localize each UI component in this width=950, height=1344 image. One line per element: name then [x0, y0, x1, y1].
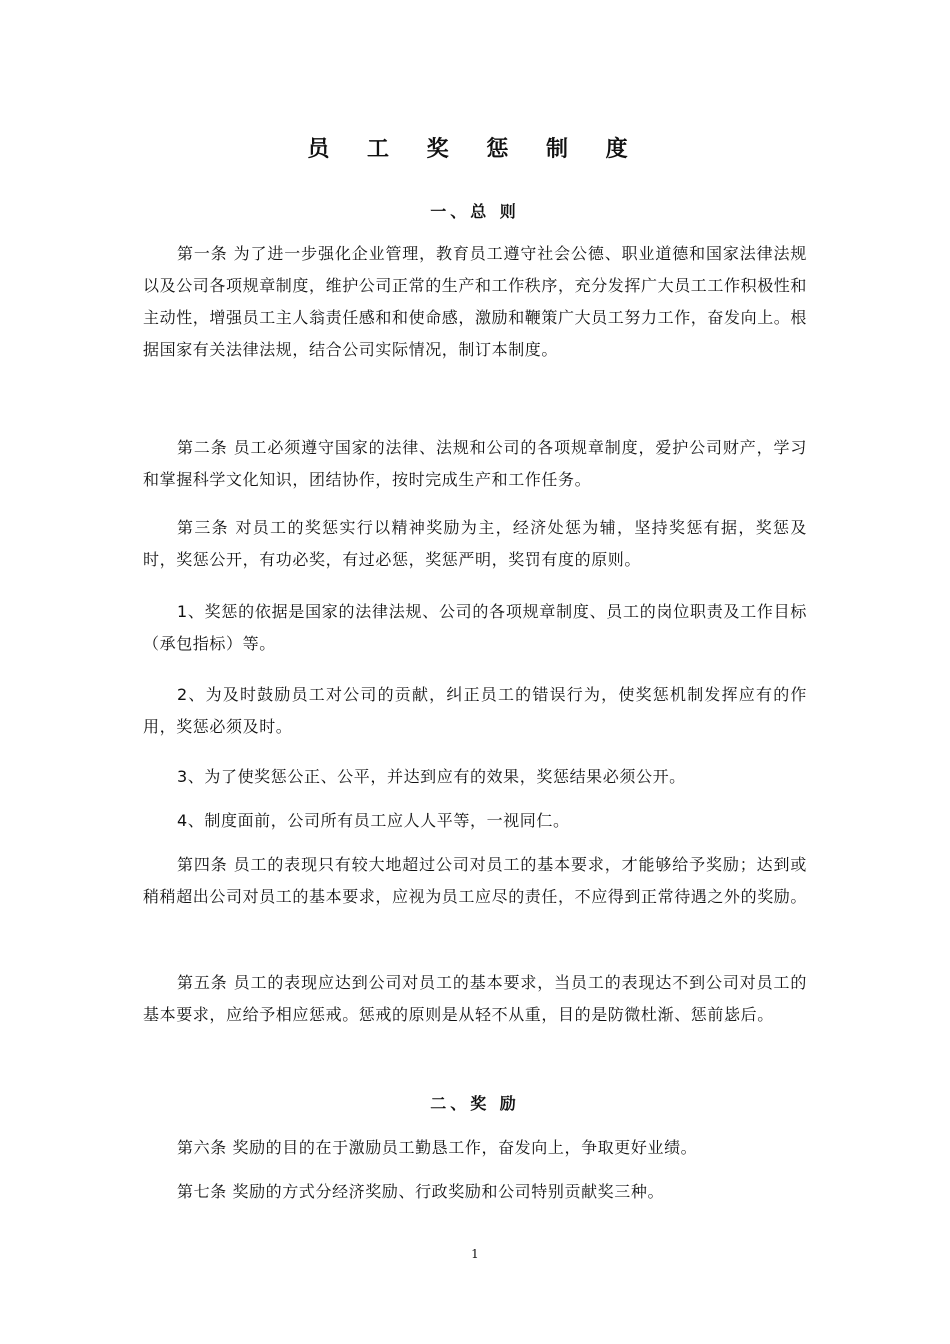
article-3-paragraph: 第三条 对员工的奖惩实行以精神奖励为主，经济处惩为辅，坚持奖惩有据，奖惩及时，奖惩公开，有功必奖，有过必惩，奖惩严明，奖罚有度的原则。 — [143, 518, 807, 569]
article-7-paragraph: 第七条 奖励的方式分经济奖励、行政奖励和公司特别贡献奖三种。 — [177, 1182, 665, 1201]
article-1-paragraph: 第一条 为了进一步强化企业管理，教育员工遵守社会公德、职业道德和国家法律法规以及公司各项规章制度，维护公司正常的生产和工作秩序，充分发挥广大员工工作积极性和主动性，增强员工主人翁责任感和和使命感，激励和鞭策广大员工努力工作，奋发向上。根据国家有关法律法规，结合公司实际情况，制订本制度。 — [143, 244, 808, 359]
clause-4-paragraph: 4、制度面前，公司所有员工应人人平等，一视同仁。 — [177, 811, 570, 830]
clause-2-paragraph: 2、为及时鼓励员工对公司的贡献，纠正员工的错误行为，使奖惩机制发挥应有的作用，奖惩必须及时。 — [143, 685, 807, 736]
clause-1-paragraph: 1、奖惩的依据是国家的法律法规、公司的各项规章制度、员工的岗位职责及工作目标（承包指标）等。 — [143, 602, 807, 653]
article-6-paragraph: 第六条 奖励的目的在于激励员工勤恳工作，奋发向上，争取更好业绩。 — [177, 1138, 698, 1157]
document-title: 员 工 奖 惩 制 度 — [307, 137, 643, 162]
article-5-paragraph: 第五条 员工的表现应达到公司对员工的基本要求，当员工的表现达不到公司对员工的基本要求，应给予相应惩戒。惩戒的原则是从轻不从重，目的是防微杜渐、惩前毖后。 — [143, 973, 807, 1024]
article-2-paragraph: 第二条 员工必须遵守国家的法律、法规和公司的各项规章制度，爱护公司财产，学习和掌握科学文化知识，团结协作，按时完成生产和工作任务。 — [143, 438, 807, 489]
section-heading-general: 一、总 则 — [430, 202, 520, 221]
article-4-paragraph: 第四条 员工的表现只有较大地超过公司对员工的基本要求，才能够给予奖励；达到或稍稍超出公司对员工的基本要求，应视为员工应尽的责任，不应得到正常待遇之外的奖励。 — [143, 855, 808, 906]
clause-3-paragraph: 3、为了使奖惩公正、公平，并达到应有的效果，奖惩结果必须公开。 — [177, 767, 686, 786]
page-number: 1 — [471, 1247, 479, 1261]
section-heading-rewards: 二、奖 励 — [430, 1094, 520, 1113]
